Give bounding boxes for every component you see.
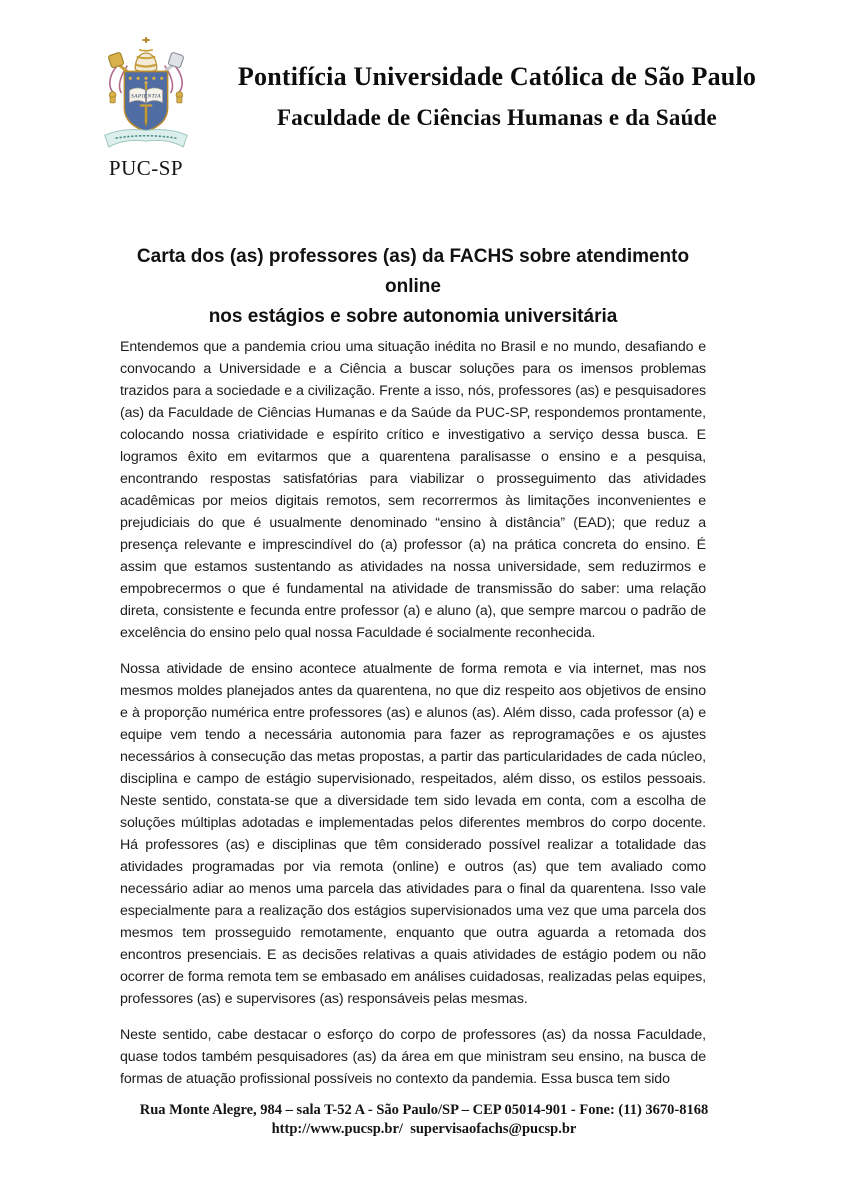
university-logo <box>88 36 204 181</box>
motto-ribbon-icon <box>105 130 187 147</box>
shield-icon <box>124 71 167 131</box>
faculty-name: Faculdade de Ciências Humanas e da Saúde <box>277 105 717 130</box>
letter-title-line-1: Carta dos (as) professores (as) da FACHS sobre atendimento online <box>136 246 690 297</box>
paragraph: Nossa atividade de ensino acontece atualmente de forma remota e via internet, mas nos mesmos moldes planejados antes da quarentena, no que diz respeito aos objetivos de ensino e à proporção numérica entre professores (as) e alunos (as). Além disso, cada professor (a) e equipe vem tendo a necessária autonomia para fazer as reprogramações e os ajustes necessários à consecução das metas propostas, a partir das particularidades de cada núcleo, disciplina e campo de estágio supervisionado, respeitados, além disso, os estilos pessoais. Neste sentido, constata-se que a diversidade tem sido levada em conta, com a escolha de soluções múltiplas adotadas e implementadas pelos diferentes membros do corpo docente. Há professores (as) e disciplinas que têm considerado possível realizar a totalidade das atividades programadas por via remota (online) e outros (as) que tem avaliado como necessário adiar ao menos uma parcela das atividades para o final da quarentena. Isso vale especialmente para a realização dos estágios supervisionados uma vez que uma parcela dos mesmos tem prosseguido remotamente, enquanto que outra aguarda a retomada dos encontros presenciais. E as decisões relativas a quais atividades de estágio podem ou não ocorrer de forma remota tem se embasado em análises cuidadosas, realizadas pelas equipes, professores (as) e supervisores (as) responsáveis pelas mesmas. <box>120 661 706 1007</box>
footer-contacts: http://www.pucsp.br/ supervisaofachs@pucsp.br <box>271 1121 577 1137</box>
page-footer <box>0 1101 848 1139</box>
university-name: Pontifícia Universidade Católica de São Paulo <box>237 62 757 91</box>
puc-sp-coat-of-arms-icon <box>92 36 200 154</box>
logo-book-text: SAPIENTIA <box>130 93 162 100</box>
paragraph: Neste sentido, cabe destacar o esforço do corpo de professores (as) da nossa Faculdade, quase todos também pesquisadores (as) da área em que ministram seu ensino, na busca de formas de atuação profissional possíveis no contexto da pandemia. Essa busca tem sido <box>120 1027 706 1087</box>
letter-title <box>120 242 706 332</box>
letter-title-line-2: nos estágios e sobre autonomia universitária <box>208 306 618 327</box>
letterhead-text <box>212 60 782 133</box>
footer-address: Rua Monte Alegre, 984 – sala T-52 A - São Paulo/SP – CEP 05014-901 - Fone: (11) 3670-8168 <box>139 1102 709 1118</box>
letter-body <box>120 336 706 1090</box>
paragraph: Entendemos que a pandemia criou uma situação inédita no Brasil e no mundo, desafiando e convocando a Universidade e a Ciência a buscar soluções para os imensos problemas trazidos para a sociedade e a civilização. Frente a isso, nós, professores (as) e pesquisadores (as) da Faculdade de Ciências Humanas e da Saúde da PUC-SP, respondemos prontamente, colocando nossa criatividade e espírito crítico e investigativo a serviço dessa busca. E logramos êxito em evitarmos que a quarentena paralisasse o ensino e a pesquisa, encontrando respostas satisfatórias para viabilizar o prosseguimento das atividades acadêmicas por meios digitais remotos, sem recorrermos às limitações inconvenientes e prejudiciais do que é usualmente denominado “ensino à distância” (EAD); que reduz a presença relevante e imprescindível do (a) professor (a) na prática concreta do ensino. É assim que estamos sustentando as atividades na nossa universidade, sem reduzirmos e empobrecermos o que é fundamental na atividade de transmissão do saber: uma relação direta, consistente e fecunda entre professor (a) e aluno (a), que sempre marcou o padrão de excelência do ensino pelo qual nossa Faculdade é socialmente reconhecida. <box>120 339 706 641</box>
papal-tiara-icon <box>135 37 157 71</box>
logo-caption: PUC-SP <box>108 156 184 180</box>
